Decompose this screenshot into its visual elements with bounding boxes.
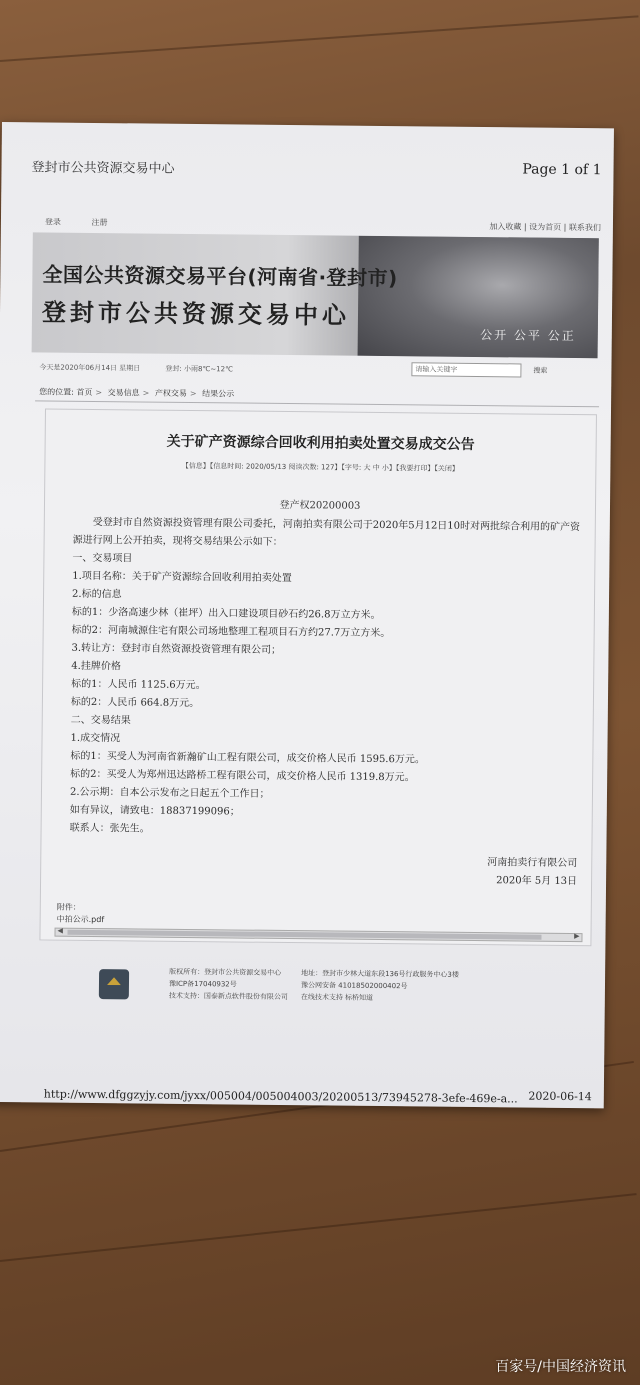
scroll-thumb[interactable] <box>67 930 541 940</box>
footer-links[interactable]: 在线技术支持 标桥知道 <box>300 993 374 1002</box>
paragraph: 一、交易项目 <box>72 552 133 565</box>
signature-date: 2020年 5月 13日 <box>496 875 578 888</box>
paragraph: 标的2：人民币 664.8万元。 <box>70 696 200 710</box>
register-link[interactable]: 注册 <box>91 217 108 228</box>
print-page-number: Page 1 of 1 <box>522 161 602 179</box>
attachments <box>57 902 105 926</box>
paragraph: 标的1：买受人为河南省新瀚矿山工程有限公司，成交价格人民币 1595.6万元。 <box>70 750 425 766</box>
print-url: http://www.dfggzyjy.com/jyxx/005004/005004003/20200513/73945278-3efe-469e-a... <box>43 1087 518 1106</box>
breadcrumb-property[interactable]: 产权交易 <box>154 388 187 398</box>
paragraph: 标的1：少洛高速少林（崔坪）出入口建设项目砂石约26.8万立方米。 <box>71 606 381 621</box>
footer-icp: 豫ICP备17040932号 <box>168 979 237 989</box>
weather: 登封: 小雨8℃~12℃ <box>165 364 234 374</box>
scroll-left-icon[interactable]: ◀ <box>57 926 63 935</box>
signature <box>487 854 577 891</box>
paragraph: 2.标的信息 <box>72 588 122 601</box>
print-date: 2020-06-14 <box>528 1089 592 1104</box>
paragraph: 标的1：人民币 1125.6万元。 <box>71 678 206 692</box>
article-body <box>70 514 581 843</box>
article-panel <box>39 408 597 946</box>
horizontal-scrollbar[interactable] <box>54 928 582 943</box>
article-meta[interactable]: 【信息】【信息时间: 2020/05/13 阅读次数: 127】【字号: 大 中 小】【我要打印】【关闭】 <box>181 461 459 473</box>
login-link[interactable]: 登录 <box>44 217 62 227</box>
paragraph: 联系人：张先生。 <box>69 822 150 835</box>
breadcrumb-home[interactable]: 首页 <box>76 387 93 397</box>
banner-title-1: 全国公共资源交易平台(河南省·登封市) <box>42 262 398 291</box>
top-nav <box>45 216 601 233</box>
breadcrumb-label: 您的位置: <box>39 387 74 397</box>
print-header-title: 登封市公共资源交易中心 <box>31 160 175 177</box>
breadcrumb-trade-info[interactable]: 交易信息 <box>107 388 140 398</box>
paragraph: 1.项目名称：关于矿产资源综合回收利用拍卖处置 <box>72 570 292 585</box>
search-input[interactable]: 请输入关键字 <box>411 362 521 377</box>
breadcrumb: 您的位置: 首页 > 交易信息 > 产权交易 > 结果公示 <box>39 387 235 399</box>
search-button[interactable]: 搜索 <box>533 366 548 375</box>
banner-title-2: 登封市公共资源交易中心 <box>41 298 351 330</box>
attachment-link[interactable]: 中拍公示.pdf <box>56 914 105 925</box>
paragraph: 标的2：河南城源住宅有限公司场地整理工程项目石方约27.7万立方米。 <box>71 624 391 640</box>
paragraph: 1.成交情况 <box>70 732 121 745</box>
breadcrumb-results[interactable]: 结果公示 <box>202 389 235 399</box>
footer-copyright: 版权所有：登封市公共资源交易中心 <box>169 967 282 977</box>
attachment-label: 附件： <box>56 902 81 912</box>
divider <box>35 400 599 407</box>
wood-grain <box>0 15 639 62</box>
printed-page <box>0 122 614 1108</box>
today-date: 今天是2020年06月14日 星期日 <box>39 363 141 373</box>
site-logo-icon <box>99 969 129 999</box>
paragraph: 2.公示期：自本公示发布之日起五个工作日； <box>69 786 270 800</box>
footer-police: 豫公网安备 41018502000402号 <box>300 981 408 991</box>
scroll-right-icon[interactable]: ▶ <box>574 932 580 941</box>
doc-number: 登产权20200003 <box>279 499 361 512</box>
paragraph: 如有异议，请致电：18837199096； <box>69 804 240 818</box>
footer-address: 地址：登封市少林大道东段136号行政服务中心3楼 <box>301 969 459 979</box>
site-banner <box>32 232 599 358</box>
site-footer <box>168 966 459 1003</box>
paragraph: 3.转让方：登封市自然资源投资管理有限公司； <box>71 642 282 656</box>
paragraph: 4.挂牌价格 <box>71 660 121 673</box>
banner-motto: 公开 公平 公正 <box>480 328 576 344</box>
watermark: 百家号/中国经济资讯 <box>495 1359 626 1375</box>
wood-grain <box>0 1193 637 1262</box>
paragraph: 受登封市自然资源投资管理有限公司委托，河南拍卖有限公司于2020年5月12日10时对两批综合利用的矿产资源进行网上公开拍卖，现将交易结果公示如下： <box>72 516 581 548</box>
article-title: 关于矿产资源综合回收利用拍卖处置交易成交公告 <box>166 433 475 453</box>
signature-org: 河南拍卖行有限公司 <box>487 857 578 870</box>
footer-support: 技术支持：国泰新点软件股份有限公司 <box>168 991 288 1002</box>
paragraph: 二、交易结果 <box>70 714 131 727</box>
paragraph: 标的2：买受人为郑州迅达路桥工程有限公司，成交价格人民币 1319.8万元。 <box>70 768 415 784</box>
top-links[interactable]: 加入收藏 | 设为首页 | 联系我们 <box>489 222 601 233</box>
